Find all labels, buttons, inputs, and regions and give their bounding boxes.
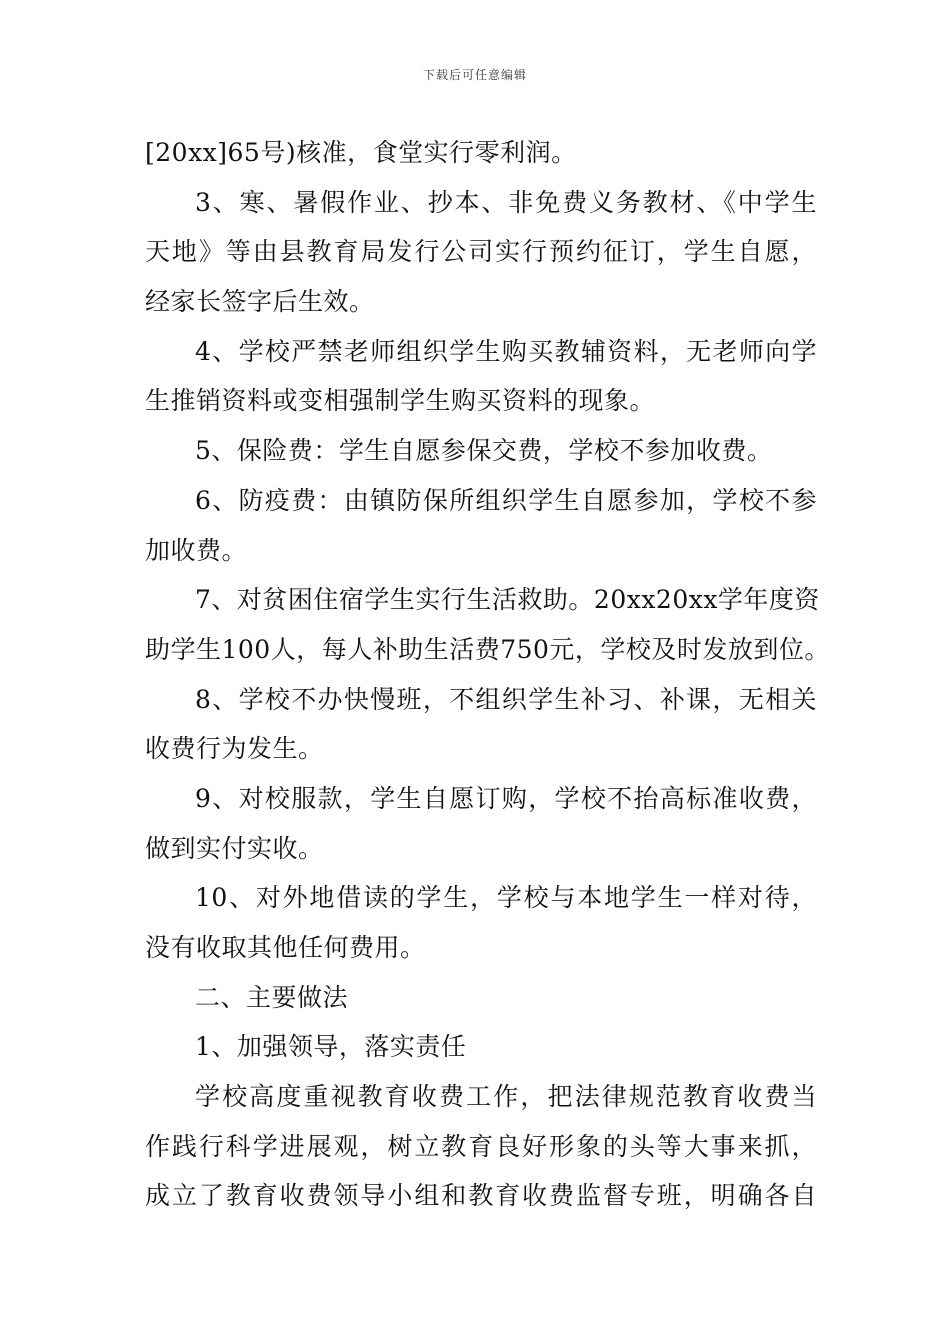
- text-line: 经家长签字后生效。: [145, 287, 375, 317]
- text-line: 成立了教育收费领导小组和教育收费监督专班，明确各自: [145, 1181, 817, 1211]
- text-line: 7、对贫困住宿学生实行生活救助。20xx20xx学年度资: [195, 585, 820, 615]
- text-line: 3、寒、暑假作业、抄本、非免费义务教材、《中学生: [195, 187, 817, 217]
- section-heading: 二、主要做法: [195, 982, 349, 1012]
- text-line: 学校高度重视教育收费工作，把法律规范教育收费当: [195, 1082, 817, 1112]
- document-body: [145, 128, 830, 1221]
- text-line: 收费行为发生。: [145, 734, 324, 764]
- text-line: 5、保险费：学生自愿参保交费，学校不参加收费。: [195, 436, 773, 466]
- text-line: [20xx]65号)核准，食堂实行零利润。: [145, 138, 577, 167]
- text-line: 8、学校不办快慢班，不组织学生补习、补课，无相关: [195, 684, 817, 714]
- page-header-note: 下载后可任意编辑: [422, 68, 527, 82]
- text-line: 生推销资料或变相强制学生购买资料的现象。: [145, 386, 656, 416]
- subsection-heading: 1、加强领导，落实责任: [195, 1032, 467, 1062]
- text-line: 做到实付实收。: [145, 833, 324, 863]
- text-line: 没有收取其他任何费用。: [145, 933, 426, 962]
- text-line: 10、对外地借读的学生，学校与本地学生一样对待，: [195, 883, 817, 913]
- text-line: 6、防疫费：由镇防保所组织学生自愿参加，学校不参: [195, 485, 817, 515]
- text-line: 加收费。: [145, 535, 248, 565]
- text-line: 9、对校服款，学生自愿订购，学校不抬高标准收费，: [195, 783, 817, 813]
- text-line: 4、学校严禁老师组织学生购买教辅资料，无老师向学: [195, 336, 817, 366]
- text-line: 助学生100人，每人补助生活费750元，学校及时发放到位。: [145, 634, 830, 664]
- text-line: 作践行科学进展观，树立教育良好形象的头等大事来抓，: [145, 1131, 817, 1161]
- text-line: 天地》等由县教育局发行公司实行预约征订，学生自愿，: [145, 237, 817, 267]
